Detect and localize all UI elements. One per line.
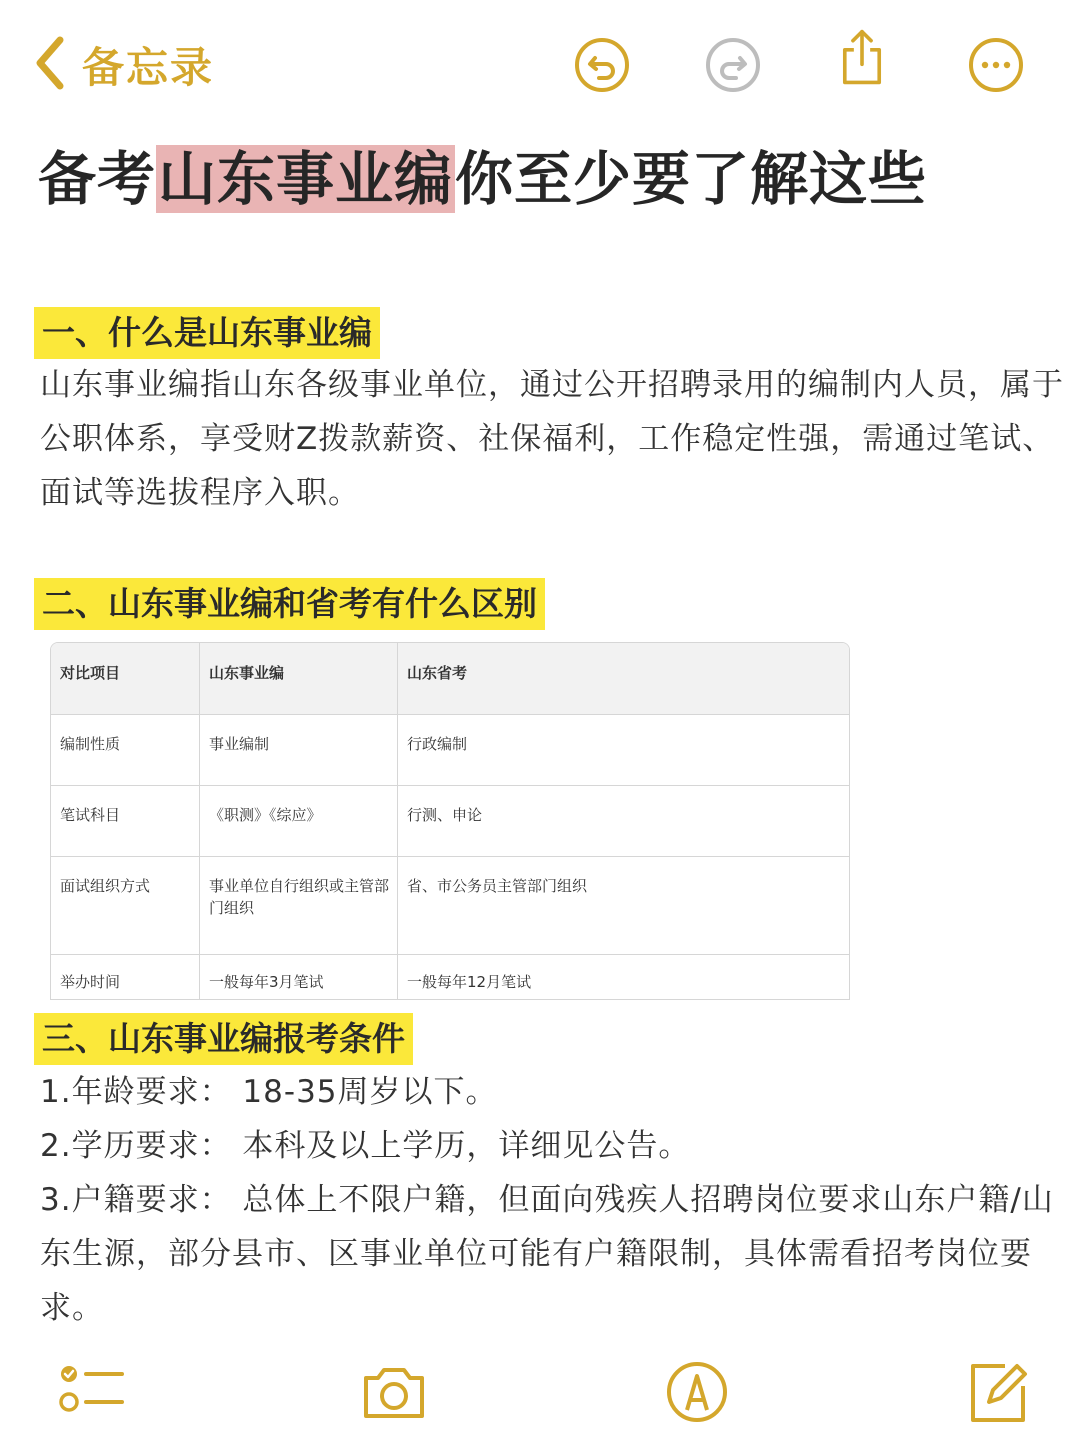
table-cell: 面试组织方式 xyxy=(51,857,200,954)
more-icon[interactable] xyxy=(967,36,1025,94)
redo-icon[interactable] xyxy=(704,36,762,94)
markup-icon[interactable] xyxy=(663,1358,731,1426)
table-cell: 事业单位自行组织或主管部门组织 xyxy=(200,857,398,954)
table-header-cell: 山东省考 xyxy=(407,664,468,682)
section-3-heading: 三、山东事业编报考条件 xyxy=(34,1013,413,1065)
camera-icon[interactable] xyxy=(360,1358,428,1426)
back-label: 备忘录 xyxy=(82,43,215,92)
table-cell: 行政编制 xyxy=(407,735,468,753)
undo-icon[interactable] xyxy=(573,36,631,94)
table-header-row xyxy=(51,643,849,715)
table-cell: 一般每年12月笔试 xyxy=(407,973,532,991)
table-row xyxy=(51,786,849,857)
compose-icon[interactable] xyxy=(965,1358,1033,1426)
table-cell: 一般每年3月笔试 xyxy=(200,955,398,999)
table-cell: 编制性质 xyxy=(51,715,200,785)
chevron-left-icon xyxy=(30,34,70,96)
table-row xyxy=(51,857,849,955)
title-highlight: 山东事业编 xyxy=(158,145,454,213)
table-cell: 省、市公务员主管部门组织 xyxy=(407,877,588,895)
section-3-body xyxy=(40,1065,1065,1335)
table-cell: 笔试科目 xyxy=(51,786,200,856)
list-item: 2.学历要求： 本科及以上学历，详细见公告。 xyxy=(40,1128,691,1164)
back-button[interactable] xyxy=(30,34,214,96)
navigation-bar xyxy=(0,0,1080,130)
table-row xyxy=(51,715,849,786)
table-header-cell: 对比项目 xyxy=(51,643,200,714)
section-2-heading: 二、山东事业编和省考有什么区别 xyxy=(34,578,545,630)
checklist-icon[interactable] xyxy=(56,1358,124,1426)
table-row xyxy=(51,955,849,999)
note-title xyxy=(38,140,927,218)
title-prefix: 备考 xyxy=(38,145,157,213)
section-1-body: 山东事业编指山东各级事业单位，通过公开招聘录用的编制内人员，属于公职体系，享受财Z拨款薪资、社保福利，工作稳定性强，需通过笔试、面试等选拔程序入职。 xyxy=(40,367,1064,511)
table-cell: 行测、申论 xyxy=(407,806,483,824)
list-item: 1.年龄要求： 18-35周岁以下。 xyxy=(40,1074,498,1110)
share-icon[interactable] xyxy=(833,28,891,86)
title-suffix: 你至少要了解这些 xyxy=(455,145,928,213)
table-header-cell: 山东事业编 xyxy=(200,643,398,714)
section-1-heading: 一、什么是山东事业编 xyxy=(34,307,380,359)
bottom-toolbar xyxy=(0,1350,1080,1440)
comparison-table xyxy=(50,642,850,1000)
table-cell: 举办时间 xyxy=(51,955,200,999)
table-cell: 事业编制 xyxy=(200,715,398,785)
list-item: 3.户籍要求： 总体上不限户籍，但面向残疾人招聘岗位要求山东户籍/山东生源，部分县市、区事业单位可能有户籍限制，具体需看招考岗位要求。 xyxy=(40,1182,1054,1326)
table-cell: 《职测》《综应》 xyxy=(200,786,398,856)
